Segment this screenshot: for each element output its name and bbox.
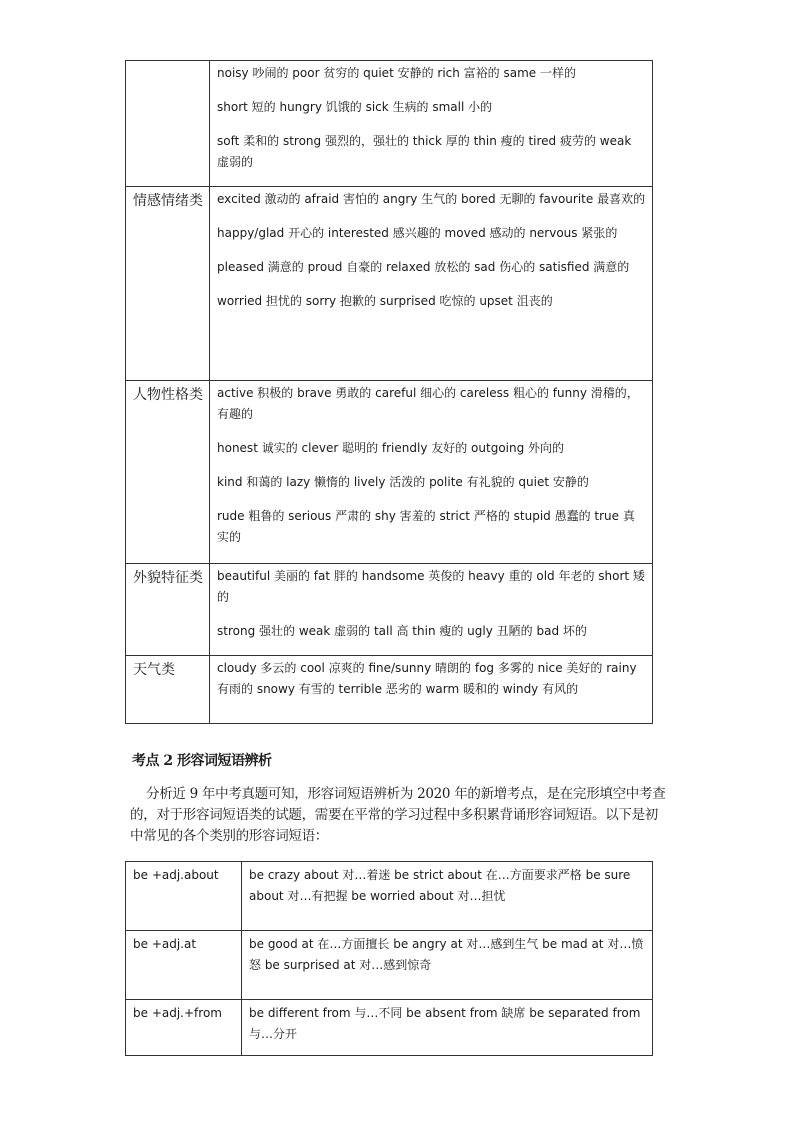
table-row	[126, 931, 653, 1000]
content-cell	[210, 656, 653, 724]
word-line: rude 粗鲁的 serious 严肃的 shy 害羞的 strict 严格的 stupid 愚蠢的 true 真实的	[217, 509, 635, 544]
category-cell	[126, 61, 210, 187]
content-cell: be crazy about 对…着迷 be strict about 在…方面要求严格 be sure about 对…有把握 be worried about 对…担忧	[242, 862, 653, 931]
word-line: short 短的 hungry 饥饿的 sick 生病的 small 小的	[217, 100, 493, 114]
word-line: strong 强壮的 weak 虚弱的 tall 高 thin 瘦的 ugly 丑陋的 bad 坏的	[217, 624, 587, 638]
word-line: worried 担忧的 sorry 抱歉的 surprised 吃惊的 upset 沮丧的	[217, 294, 553, 308]
content-cell	[210, 381, 653, 564]
word-line: kind 和蔼的 lazy 懒惰的 lively 活泼的 polite 有礼貌的 quiet 安静的	[217, 475, 589, 489]
table-row	[126, 656, 653, 724]
category-cell: be +adj.+from	[126, 1000, 242, 1056]
word-line: excited 激动的 afraid 害怕的 angry 生气的 bored 无聊的 favourite 最喜欢的	[217, 192, 646, 206]
content-cell: be good at 在…方面擅长 be angry at 对…感到生气 be mad at 对…愤怒 be surprised at 对…感到惊奇	[242, 931, 653, 1000]
category-cell: 情感情绪类	[126, 187, 210, 381]
category-cell: 天气类	[126, 656, 210, 724]
word-line: active 积极的 brave 勇敢的 careful 细心的 careless 粗心的 funny 滑稽的，有趣的	[217, 386, 639, 421]
table-row	[126, 1000, 653, 1056]
category-cell: be +adj.at	[126, 931, 242, 1000]
word-line: pleased 满意的 proud 自豪的 relaxed 放松的 sad 伤心的 satisfied 满意的	[217, 260, 630, 274]
word-line: happy/glad 开心的 interested 感兴趣的 moved 感动的 nervous 紧张的	[217, 226, 618, 240]
content-cell	[210, 61, 653, 187]
word-line: soft 柔和的 strong 强烈的，强壮的 thick 厚的 thin 瘦的 tired 疲劳的 weak 虚弱的	[217, 134, 632, 169]
category-cell: 人物性格类	[126, 381, 210, 564]
adjective-phrase-table	[125, 861, 653, 1056]
table-row	[126, 61, 653, 187]
section-paragraph: 分析近 9 年中考真题可知，形容词短语辨析为 2020 年的新增考点，是在完形填空中考查的，对于形容词短语类的试题，需要在平常的学习过程中多积累背诵形容词短语。以下是初中常见的各个类别的形容词短语：	[130, 786, 666, 844]
content-cell	[210, 187, 653, 381]
word-line: honest 诚实的 clever 聪明的 friendly 友好的 outgoing 外向的	[217, 441, 565, 455]
category-cell: 外貌特征类	[126, 564, 210, 656]
adjective-category-table	[125, 60, 653, 724]
word-line: cloudy 多云的 cool 凉爽的 fine/sunny 晴朗的 fog 多雾的 nice 美好的 rainy 有雨的 snowy 有雪的 terrible 恶劣的 warm 暖和的 windy 有风的	[217, 661, 637, 696]
category-cell: be +adj.about	[126, 862, 242, 931]
word-line: noisy 吵闹的 poor 贫穷的 quiet 安静的 rich 富裕的 same 一样的	[217, 66, 576, 80]
content-cell: be different from 与…不同 be absent from 缺席 be separated from 与…分开	[242, 1000, 653, 1056]
word-line: beautiful 美丽的 fat 胖的 handsome 英俊的 heavy 重的 old 年老的 short 矮的	[217, 569, 645, 604]
table-row	[126, 862, 653, 931]
table-row	[126, 187, 653, 381]
content-cell	[210, 564, 653, 656]
section-heading: 考点 2 形容词短语辨析	[132, 753, 272, 769]
table-row	[126, 381, 653, 564]
table-row	[126, 564, 653, 656]
